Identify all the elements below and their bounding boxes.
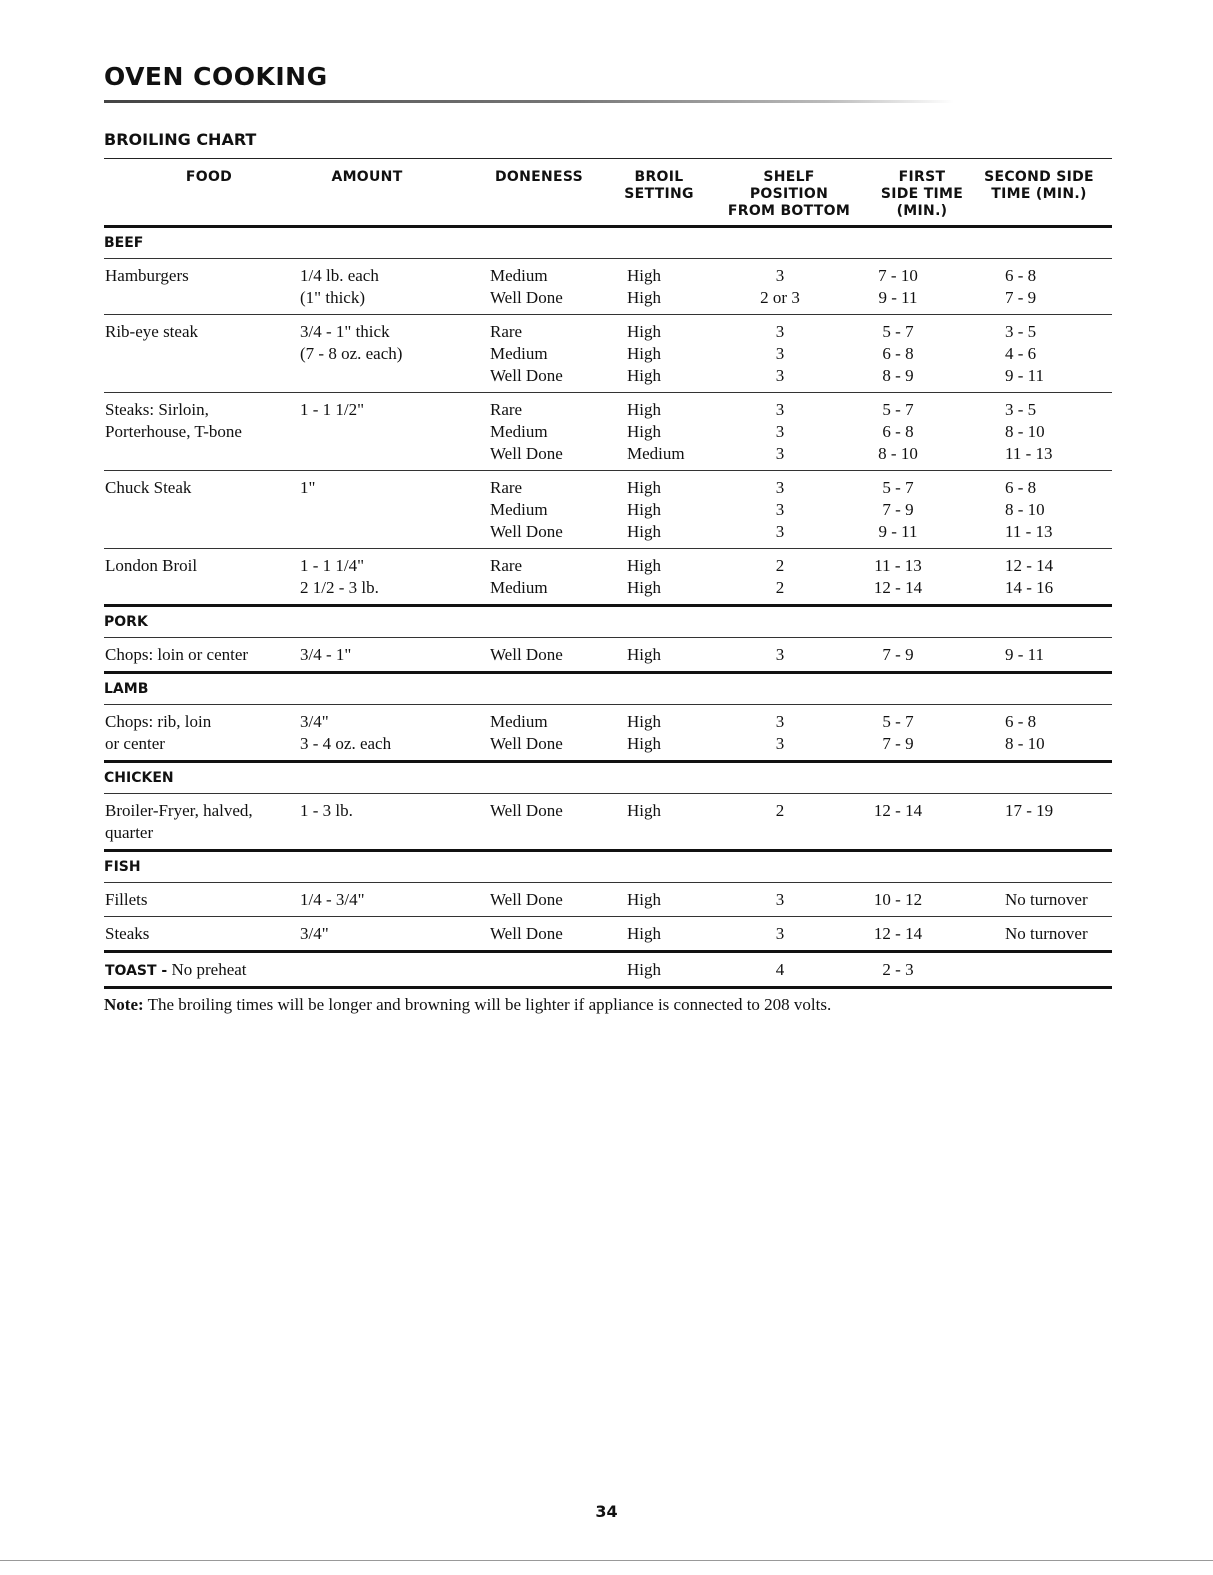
cell-doneness: Rare <box>490 400 523 419</box>
toast-label: TOAST - <box>105 963 168 979</box>
cell-amount: 1" <box>300 478 316 497</box>
header-food: FOOD <box>185 169 233 185</box>
cell-amount: 3 - 4 oz. each <box>300 734 392 753</box>
cell-broil: High <box>627 924 661 943</box>
cell-first: 11 - 13 <box>874 556 922 575</box>
table-row <box>104 711 1112 733</box>
table-row <box>104 577 1112 599</box>
table-bottom-rule <box>104 986 1112 989</box>
cell-amount: 1 - 3 lb. <box>300 801 353 820</box>
cell-broil: High <box>627 400 661 419</box>
table-body <box>104 225 1112 989</box>
cell-first: 12 - 14 <box>873 578 923 597</box>
cell-second: 8 - 10 <box>1005 500 1045 519</box>
table-row <box>104 521 1112 543</box>
cell-first: 2 - 3 <box>882 960 914 979</box>
cell-broil: High <box>627 500 661 519</box>
cell-first: 6 - 8 <box>882 422 914 441</box>
cell-doneness: Well Done <box>490 924 563 943</box>
cell-shelf: 3 <box>775 522 785 541</box>
cell-first: 5 - 7 <box>882 712 914 731</box>
section-heading: FISH <box>104 859 141 875</box>
cell-doneness: Well Done <box>490 734 563 753</box>
cell-shelf: 3 <box>775 924 785 943</box>
cell-broil: High <box>627 422 661 441</box>
table-row <box>104 959 1112 981</box>
food-group <box>104 917 1112 950</box>
header-shelf-position: SHELF POSITION FROM BOTTOM <box>727 169 851 219</box>
cell-first: 9 - 11 <box>878 522 918 541</box>
page-title: OVEN COOKING <box>104 62 328 91</box>
cell-shelf: 3 <box>775 712 785 731</box>
cell-doneness: Well Done <box>490 522 563 541</box>
cell-broil: High <box>627 890 661 909</box>
cell-doneness: Medium <box>490 422 548 441</box>
cell-first: 9 - 11 <box>878 288 918 307</box>
cell-amount: 3/4 - 1" <box>300 645 352 664</box>
table-row <box>104 399 1112 421</box>
cell-doneness: Rare <box>490 556 523 575</box>
cell-food: quarter <box>105 823 154 842</box>
cell-doneness: Well Done <box>490 366 563 385</box>
cell-shelf: 3 <box>775 890 785 909</box>
cell-shelf: 3 <box>775 734 785 753</box>
cell-first: 8 - 10 <box>878 444 918 463</box>
cell-food <box>105 959 247 982</box>
header-doneness: DONENESS <box>494 169 584 185</box>
cell-second: 12 - 14 <box>1005 556 1054 575</box>
cell-shelf: 3 <box>775 366 785 385</box>
cell-doneness: Well Done <box>490 288 563 307</box>
food-group <box>104 549 1112 604</box>
cell-second: 11 - 13 <box>1005 444 1053 463</box>
cell-shelf: 3 <box>775 322 785 341</box>
food-group <box>104 794 1112 849</box>
cell-first: 12 - 14 <box>873 924 923 943</box>
cell-broil: High <box>627 366 661 385</box>
table-row <box>104 889 1112 911</box>
header-amount: AMOUNT <box>331 169 403 185</box>
cell-second: 6 - 8 <box>1005 712 1037 731</box>
cell-first: 7 - 9 <box>882 734 914 753</box>
cell-first: 6 - 8 <box>882 344 914 363</box>
cell-broil: High <box>627 478 661 497</box>
food-group <box>104 883 1112 916</box>
table-row <box>104 822 1112 844</box>
cell-second: No turnover <box>1005 924 1088 943</box>
note-label: Note: <box>104 995 144 1014</box>
cell-second: No turnover <box>1005 890 1088 909</box>
cell-second: 17 - 19 <box>1005 801 1054 820</box>
cell-broil: High <box>627 556 661 575</box>
food-group <box>104 315 1112 392</box>
cell-food: Chuck Steak <box>105 478 192 497</box>
cell-shelf: 3 <box>775 266 785 285</box>
table-row <box>104 343 1112 365</box>
cell-doneness: Rare <box>490 322 523 341</box>
cell-amount: 1 - 1 1/4" <box>300 556 365 575</box>
table-row <box>104 733 1112 755</box>
food-group <box>104 393 1112 470</box>
section-heading: BEEF <box>104 235 144 251</box>
food-group <box>104 259 1112 314</box>
cell-food: London Broil <box>105 556 198 575</box>
cell-first: 5 - 7 <box>882 322 914 341</box>
cell-doneness: Well Done <box>490 645 563 664</box>
cell-second: 3 - 5 <box>1005 322 1037 341</box>
cell-broil: High <box>627 960 661 979</box>
note-text: The broiling times will be longer and browning will be lighter if appliance is connected to 208 volts. <box>143 995 832 1014</box>
table-row <box>104 477 1112 499</box>
cell-first: 12 - 14 <box>873 801 923 820</box>
footnote <box>104 995 831 1015</box>
cell-broil: High <box>627 712 661 731</box>
cell-doneness: Medium <box>490 712 548 731</box>
header-broil-setting: BROIL SETTING <box>624 169 694 202</box>
cell-food: Chops: loin or center <box>105 645 249 664</box>
cell-doneness: Medium <box>490 344 548 363</box>
cell-shelf: 3 <box>775 444 785 463</box>
cell-amount: (1" thick) <box>300 288 366 307</box>
cell-doneness: Medium <box>490 266 548 285</box>
table-row <box>104 923 1112 945</box>
cell-shelf: 4 <box>775 960 785 979</box>
food-group <box>104 471 1112 548</box>
cell-shelf: 3 <box>775 645 785 664</box>
cell-broil: High <box>627 266 661 285</box>
cell-second: 9 - 11 <box>1005 645 1045 664</box>
table-row <box>104 800 1112 822</box>
cell-first: 7 - 9 <box>882 645 914 664</box>
section-heading: PORK <box>104 614 148 630</box>
cell-first: 7 - 10 <box>878 266 918 285</box>
cell-first: 5 - 7 <box>882 478 914 497</box>
toast-text: No preheat <box>167 960 247 979</box>
cell-second: 7 - 9 <box>1005 288 1037 307</box>
cell-second: 6 - 8 <box>1005 478 1037 497</box>
cell-amount: 3/4" <box>300 924 329 943</box>
broiling-chart-table <box>104 158 1112 989</box>
cell-second: 3 - 5 <box>1005 400 1037 419</box>
header-second-side-time: SECOND SIDE TIME (MIN.) <box>984 169 1094 202</box>
page-number: 34 <box>595 1502 618 1521</box>
cell-shelf: 2 or 3 <box>760 288 800 307</box>
cell-second: 4 - 6 <box>1005 344 1037 363</box>
cell-doneness: Well Done <box>490 444 563 463</box>
cell-shelf: 2 <box>775 578 785 597</box>
food-group <box>104 705 1112 760</box>
table-row <box>104 443 1112 465</box>
cell-shelf: 2 <box>775 556 785 575</box>
cell-amount: 3/4" <box>300 712 329 731</box>
cell-shelf: 3 <box>775 478 785 497</box>
cell-first: 5 - 7 <box>882 400 914 419</box>
cell-broil: High <box>627 734 661 753</box>
cell-food: Broiler-Fryer, halved, <box>105 801 253 820</box>
cell-shelf: 3 <box>775 400 785 419</box>
cell-shelf: 3 <box>775 344 785 363</box>
header-first-side-time: FIRST SIDE TIME (MIN.) <box>880 169 964 219</box>
cell-amount: 3/4 - 1" thick <box>300 322 390 341</box>
toast-group <box>104 953 1112 986</box>
cell-broil: High <box>627 801 661 820</box>
cell-amount: 2 1/2 - 3 lb. <box>300 578 379 597</box>
table-row <box>104 644 1112 666</box>
cell-doneness: Medium <box>490 578 548 597</box>
table-row <box>104 321 1112 343</box>
cell-food: Hamburgers <box>105 266 189 285</box>
table-row <box>104 265 1112 287</box>
cell-food: Fillets <box>105 890 148 909</box>
cell-food: Porterhouse, T-bone <box>105 422 242 441</box>
cell-food: Rib-eye steak <box>105 322 198 341</box>
cell-amount: (7 - 8 oz. each) <box>300 344 403 363</box>
cell-second: 6 - 8 <box>1005 266 1037 285</box>
cell-amount: 1/4 - 3/4" <box>300 890 365 909</box>
cell-food: or center <box>105 734 165 753</box>
cell-second: 8 - 10 <box>1005 734 1045 753</box>
cell-amount: 1 - 1 1/2" <box>300 400 365 419</box>
table-row <box>104 287 1112 309</box>
food-group <box>104 638 1112 671</box>
table-row <box>104 555 1112 577</box>
cell-second: 14 - 16 <box>1005 578 1054 597</box>
cell-broil: High <box>627 344 661 363</box>
cell-second: 8 - 10 <box>1005 422 1045 441</box>
table-header <box>104 159 1112 225</box>
cell-shelf: 3 <box>775 500 785 519</box>
cell-broil: High <box>627 322 661 341</box>
table-row <box>104 365 1112 387</box>
cell-first: 8 - 9 <box>882 366 914 385</box>
section-heading: CHICKEN <box>104 770 174 786</box>
table-row <box>104 499 1112 521</box>
cell-shelf: 2 <box>775 801 785 820</box>
cell-first: 7 - 9 <box>882 500 914 519</box>
cell-doneness: Medium <box>490 500 548 519</box>
cell-first: 10 - 12 <box>873 890 923 909</box>
bottom-rule <box>0 1560 1213 1561</box>
cell-doneness: Well Done <box>490 801 563 820</box>
cell-second: 9 - 11 <box>1005 366 1045 385</box>
section-heading: LAMB <box>104 681 149 697</box>
table-row <box>104 421 1112 443</box>
cell-broil: High <box>627 645 661 664</box>
cell-broil: High <box>627 522 661 541</box>
cell-doneness: Rare <box>490 478 523 497</box>
cell-food: Steaks <box>105 924 150 943</box>
cell-food: Steaks: Sirloin, <box>105 400 209 419</box>
chart-title: BROILING CHART <box>104 130 257 149</box>
cell-food: Chops: rib, loin <box>105 712 212 731</box>
cell-broil: Medium <box>627 444 685 463</box>
cell-doneness: Well Done <box>490 890 563 909</box>
cell-shelf: 3 <box>775 422 785 441</box>
cell-broil: High <box>627 578 661 597</box>
cell-second: 11 - 13 <box>1005 522 1053 541</box>
title-underline <box>104 100 954 103</box>
cell-broil: High <box>627 288 661 307</box>
cell-amount: 1/4 lb. each <box>300 266 379 285</box>
